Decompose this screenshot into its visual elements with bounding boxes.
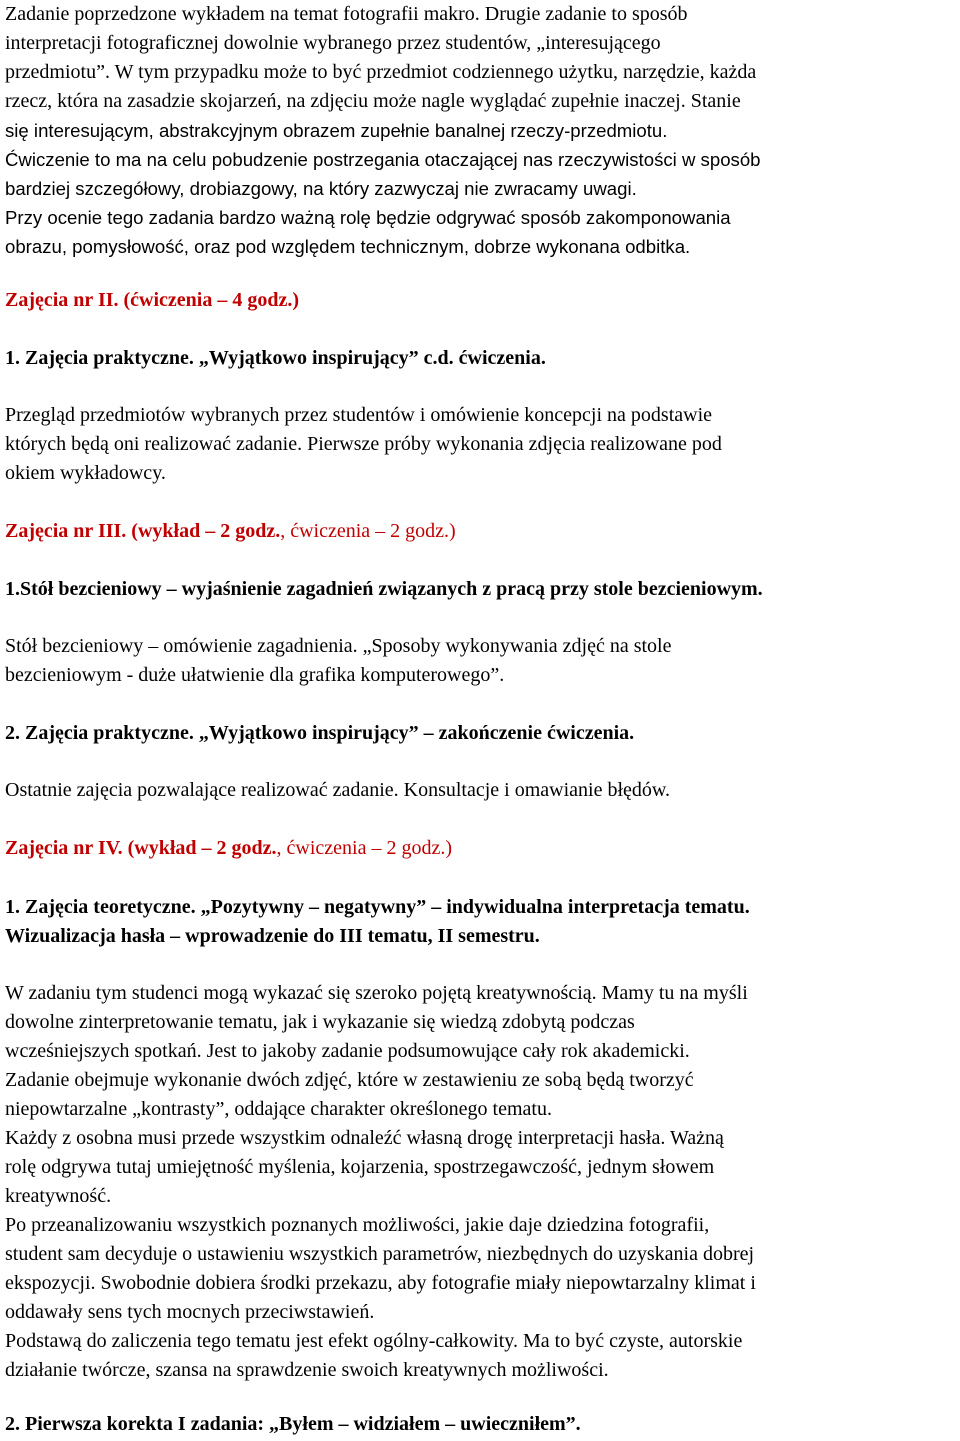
- section-3-item-1-text: [5, 632, 954, 690]
- body-line: których będą oni realizować zadanie. Pierwsze próby wykonania zdjęcia realizowane pod: [5, 433, 722, 455]
- body-line: działanie twórcze, szansa na sprawdzenie swoich kreatywnych możliwości.: [5, 1359, 609, 1381]
- item-title-text: 2. Zajęcia praktyczne. „Wyjątkowo inspirujący” – zakończenie ćwiczenia.: [5, 722, 635, 744]
- section-3-item-2-title: [5, 719, 954, 748]
- body-line: wcześniejszych spotkań. Jest to jakoby zadanie podsumowujące cały rok akademicki.: [5, 1040, 690, 1062]
- section-4-item-2-title: [5, 1410, 954, 1439]
- body-line: ekspozycji. Swobodnie dobiera środki przekazu, aby fotografie miały niepowtarzalny klimat i: [5, 1272, 756, 1294]
- section-2-item-1-text: [5, 401, 954, 488]
- section-4-heading: [5, 834, 954, 863]
- body-line: rolę odgrywa tutaj umiejętność myślenia, kojarzenia, spostrzegawczość, jednym słowem: [5, 1156, 715, 1178]
- section-4-item-1-title: [5, 893, 954, 951]
- section-heading-text: [5, 834, 954, 863]
- body-line: kreatywność.: [5, 1185, 112, 1207]
- body-line: Podstawą do zaliczenia tego tematu jest efekt ogólny-całkowity. Ma to być czyste, autorskie: [5, 1330, 743, 1352]
- item-title-text: Wizualizacja hasła – wprowadzenie do III tematu, II semestru.: [5, 925, 540, 947]
- section-4-item-1-text: [5, 979, 954, 1385]
- intro-line: Zadanie poprzedzone wykładem na temat fotografii makro. Drugie zadanie to sposób: [5, 3, 688, 25]
- intro-line: Ćwiczenie to ma na celu pobudzenie postrzegania otaczającej nas rzeczywistości w sposób: [5, 149, 761, 170]
- section-heading-text: [5, 517, 954, 546]
- body-line: Po przeanalizowaniu wszystkich poznanych możliwości, jakie daje dziedzina fotografii,: [5, 1214, 710, 1236]
- body-line: Każdy z osobna musi przede wszystkim odnaleźć własną drogę interpretacji hasła. Ważną: [5, 1127, 724, 1149]
- section-2-heading: [5, 286, 954, 315]
- intro-line: się interesującym, abstrakcyjnym obrazem zupełnie banalnej rzeczy-przedmiotu.: [5, 120, 668, 141]
- intro-paragraph: [5, 0, 954, 261]
- heading-main: Zajęcia nr IV. (wykład – 2 godz.: [5, 837, 277, 859]
- intro-line: przedmiotu”. W tym przypadku może to być przedmiot codziennego użytku, narzędzie, każda: [5, 61, 757, 83]
- intro-line: obrazu, pomysłowość, oraz pod względem technicznym, dobrze wykonana odbitka.: [5, 236, 691, 257]
- heading-main: Zajęcia nr III. (wykład – 2 godz.: [5, 520, 281, 542]
- section-3-heading: [5, 517, 954, 546]
- intro-line: rzecz, która na zasadzie skojarzeń, na zdjęciu może nagle wyglądać zupełnie inaczej. Stanie: [5, 90, 741, 112]
- body-line: W zadaniu tym studenci mogą wykazać się szeroko pojętą kreatywnością. Mamy tu na myśli: [5, 982, 748, 1004]
- body-line: niepowtarzalne „kontrasty”, oddające charakter określonego tematu.: [5, 1098, 552, 1120]
- heading-tail: , ćwiczenia – 2 godz.): [280, 520, 456, 542]
- item-title-text: 1. Zajęcia teoretyczne. „Pozytywny – negatywny” – indywidualna interpretacja tematu.: [5, 896, 750, 918]
- section-3-item-1-title: [5, 575, 954, 604]
- heading-tail: , ćwiczenia – 2 godz.): [276, 837, 452, 859]
- item-title-text: 1.Stół bezcieniowy – wyjaśnienie zagadnień związanych z pracą przy stole bezcieniowym.: [5, 578, 763, 600]
- section-2-item-1-title: [5, 344, 954, 373]
- body-line: Przegląd przedmiotów wybranych przez studentów i omówienie koncepcji na podstawie: [5, 404, 713, 426]
- body-line: Zadanie obejmuje wykonanie dwóch zdjęć, które w zestawieniu ze sobą będą tworzyć: [5, 1069, 694, 1091]
- body-line: student sam decyduje o ustawieniu wszystkich parametrów, niezbędnych do uzyskania dobrej: [5, 1243, 755, 1265]
- section-heading-text: Zajęcia nr II. (ćwiczenia – 4 godz.): [5, 289, 300, 311]
- intro-line: Przy ocenie tego zadania bardzo ważną rolę będzie odgrywać sposób zakomponowania: [5, 207, 731, 228]
- item-title-text: 1. Zajęcia praktyczne. „Wyjątkowo inspirujący” c.d. ćwiczenia.: [5, 347, 546, 369]
- body-line: Stół bezcieniowy – omówienie zagadnienia. „Sposoby wykonywania zdjęć na stole: [5, 635, 672, 657]
- body-line: okiem wykładowcy.: [5, 462, 166, 484]
- item-title-text: 2. Pierwsza korekta I zadania: „Byłem – widziałem – uwieczniłem”.: [5, 1413, 581, 1435]
- intro-line: bardziej szczegółowy, drobiazgowy, na który zazwyczaj nie zwracamy uwagi.: [5, 178, 637, 199]
- intro-line: interpretacji fotograficznej dowolnie wybranego przez studentów, „interesującego: [5, 32, 661, 54]
- section-3-item-2-text: [5, 776, 954, 805]
- body-line: dowolne zinterpretowanie tematu, jak i wykazanie się wiedzą zdobytą podczas: [5, 1011, 635, 1033]
- body-line: Ostatnie zajęcia pozwalające realizować zadanie. Konsultacje i omawianie błędów.: [5, 779, 671, 801]
- body-line: oddawały sens tych mocnych przeciwstawień.: [5, 1301, 375, 1323]
- body-line: bezcieniowym - duże ułatwienie dla grafika komputerowego”.: [5, 664, 505, 686]
